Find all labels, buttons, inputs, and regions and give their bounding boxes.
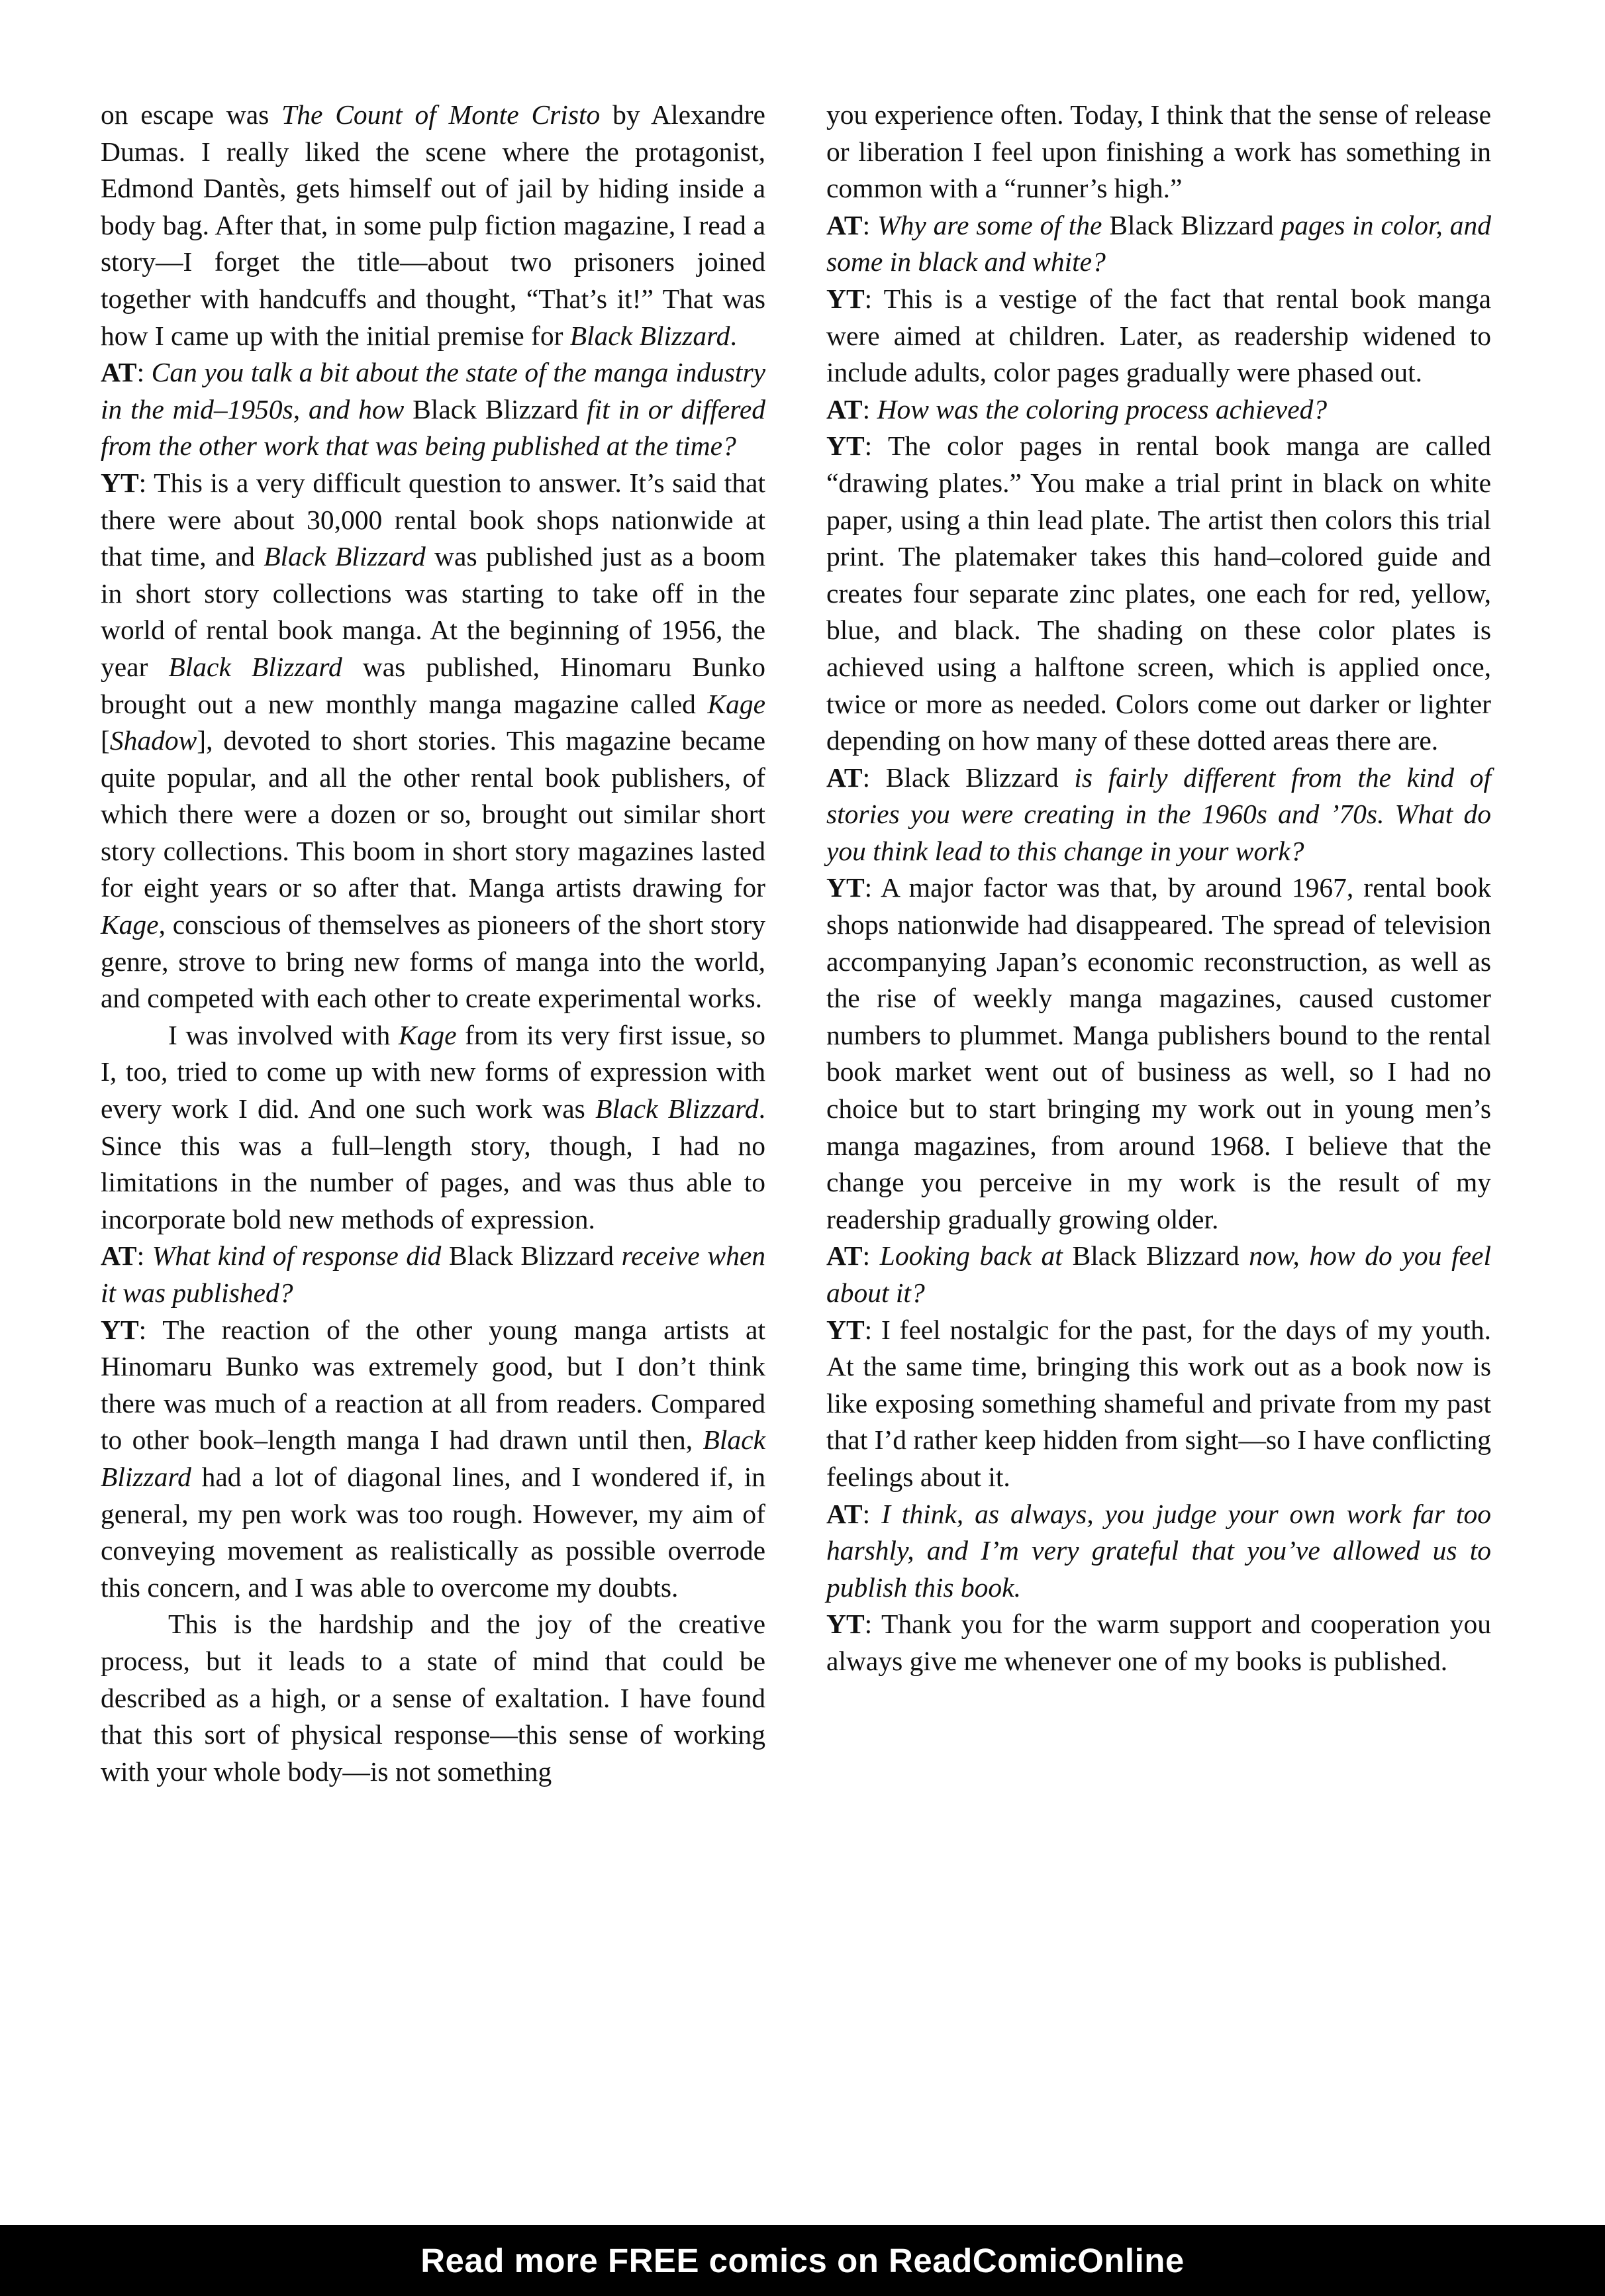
speaker-label: AT — [826, 1498, 863, 1529]
speaker-label: YT — [826, 872, 865, 903]
speaker-label: YT — [101, 467, 139, 498]
paragraph: you experience often. Today, I think that the sense of release or liberation I feel upon finishing a work has something in common with a “runner’s high.” — [826, 99, 1491, 204]
book-title: Black Blizzard — [885, 762, 1059, 793]
speaker-label: AT — [826, 209, 863, 240]
interview-answer: YT: This is a vestige of the fact that rental book manga were aimed at children. Later, as readership widened to include adults, color pages gradually were phased out. — [826, 283, 1491, 388]
speaker-label: AT — [826, 1240, 863, 1272]
interview-answer: YT: This is a very difficult question to answer. It’s said that there were about 30,000 rental book shops nationwide at that time, and Black Blizzard was published just as a boom in short story collections was starting to take off in the world of rental book manga. At the beginning of 1956, the year Black Blizzard was published, Hinomaru Bunko brought out a new monthly manga magazine called Kage [Shadow], devoted to short stories. This magazine became quite popular, and all the other rental book publishers, of which there were a dozen or so, brought out similar short story collections. This boom in short story magazines lasted for eight years or so after that. Manga artists drawing for Kage, conscious of themselves as pioneers of the short story genre, strove to bring new forms of manga into the world, and competed with each other to create experimental works. — [101, 467, 765, 1014]
speaker-label: YT — [826, 1314, 865, 1345]
right-column — [826, 97, 1491, 1680]
speaker-label: AT — [826, 762, 863, 793]
book-title: Black Blizzard — [101, 1424, 765, 1492]
book-title: Black Blizzard — [569, 320, 730, 351]
book-title: The Count of Monte Cristo — [281, 99, 601, 130]
magazine-title: Kage — [101, 909, 159, 940]
magazine-title: Kage — [398, 1019, 457, 1050]
book-title: Black Blizzard — [449, 1240, 614, 1272]
magazine-title: Shadow — [109, 725, 197, 756]
interview-answer: YT: The reaction of the other young manga artists at Hinomaru Bunko was extremely good, but I don’t think there was much of a reaction at all from readers. Compared to other book–length manga I had drawn until then, Black Blizzard had a lot of diagonal lines, and I wondered if, in general, my pen work was too rough. However, my aim of conveying movement as realistically as possible overrode this concern, and I was able to overcome my doubts. — [101, 1314, 765, 1603]
speaker-label: YT — [826, 430, 865, 462]
interview-answer: YT: The color pages in rental book manga are called “drawing plates.” You make a trial print in black on white paper, using a thin lead plate. The artist then colors this trial print. The platemaker takes this hand–colored guide and creates four separate zinc plates, one each for red, yellow, blue, and black. The shading on these color plates is achieved using a halftone screen, which is applied once, twice or more as needed. Colors come out darker or lighter depending on how many of these dotted areas there are. — [826, 430, 1491, 756]
footer-banner[interactable] — [0, 2225, 1605, 2296]
speaker-label: AT — [101, 357, 137, 388]
book-title: Black Blizzard — [1109, 209, 1274, 240]
speaker-label: AT — [826, 393, 863, 424]
interview-question: AT: I think, as always, you judge your own work far too harshly, and I’m very grateful that you’ve allowed us to publish this book. — [826, 1498, 1492, 1603]
interview-question: AT: Looking back at Black Blizzard now, how do you feel about it? — [826, 1240, 1491, 1308]
book-title: Black Blizzard — [595, 1093, 759, 1124]
interview-answer: YT: I feel nostalgic for the past, for the days of my youth. At the same time, bringing this work out as a book now is like exposing something shameful and private from my past that I’d rather keep hidden from sight—so I have conflicting feelings about it. — [826, 1314, 1491, 1492]
interview-question: AT: Black Blizzard is fairly different from the kind of stories you were creating in the 1960s and ’70s. What do you think lead to this change in your work? — [826, 762, 1492, 866]
speaker-label: YT — [826, 1609, 865, 1640]
footer-banner-text[interactable]: Read more FREE comics on ReadComicOnline — [420, 2242, 1185, 2279]
left-column — [101, 97, 765, 1790]
magazine-title: Kage — [707, 688, 765, 719]
interview-answer: YT: A major factor was that, by around 1967, rental book shops nationwide had disappeared. The spread of television accompanying Japan’s economic reconstruction, as well as the rise of weekly manga magazines, caused customer numbers to plummet. Manga publishers bound to the rental book market went out of business as well, so I had no choice but to start bringing my work out in young men’s manga magazines, from around 1968. I believe that the change you perceive in my work is the result of my readership gradually growing older. — [826, 872, 1491, 1234]
paragraph: on escape was The Count of Monte Cristo by Alexandre Dumas. I really liked the scene where the protagonist, Edmond Dantès, gets himself out of jail by hiding inside a body bag. After that, in some pulp fiction magazine, I read a story—I forget the title—about two prisoners joined together with handcuffs and thought, “That’s it!” That was how I came up with the initial premise for Black Blizzard. — [101, 99, 765, 351]
interview-question: AT: How was the coloring process achieved? — [826, 393, 1328, 424]
speaker-label: YT — [101, 1314, 139, 1345]
interview-question: AT: Why are some of the Black Blizzard pages in color, and some in black and white? — [826, 209, 1491, 277]
book-title: Black Blizzard — [264, 541, 426, 572]
interview-question: AT: Can you talk a bit about the state of the manga industry in the mid–1950s, and how Black Blizzard fit in or differed from the other work that was being published at the time? — [101, 357, 766, 462]
interview-answer-continued: This is the hardship and the joy of the creative process, but it leads to a state of mind that could be described as a high, or a sense of exaltation. I have found that this sort of physical response—this sense of working with your whole body—is not something — [101, 1609, 765, 1787]
book-title: Black Blizzard — [413, 393, 579, 424]
interview-answer-continued: I was involved with Kage from its very first issue, so I, too, tried to come up with new forms of expression with every work I did. And one such work was Black Blizzard. Since this was a full–length story, though, I had no limitations in the number of pages, and was thus able to incorporate bold new methods of expression. — [101, 1019, 766, 1234]
speaker-label: YT — [826, 283, 865, 314]
interview-answer: YT: Thank you for the warm support and cooperation you always give me whenever one of my books is published. — [826, 1609, 1491, 1676]
book-title: Black Blizzard — [1072, 1240, 1240, 1272]
interview-question: AT: What kind of response did Black Blizzard receive when it was published? — [101, 1240, 766, 1308]
speaker-label: AT — [101, 1240, 137, 1272]
book-title: Black Blizzard — [168, 651, 342, 682]
